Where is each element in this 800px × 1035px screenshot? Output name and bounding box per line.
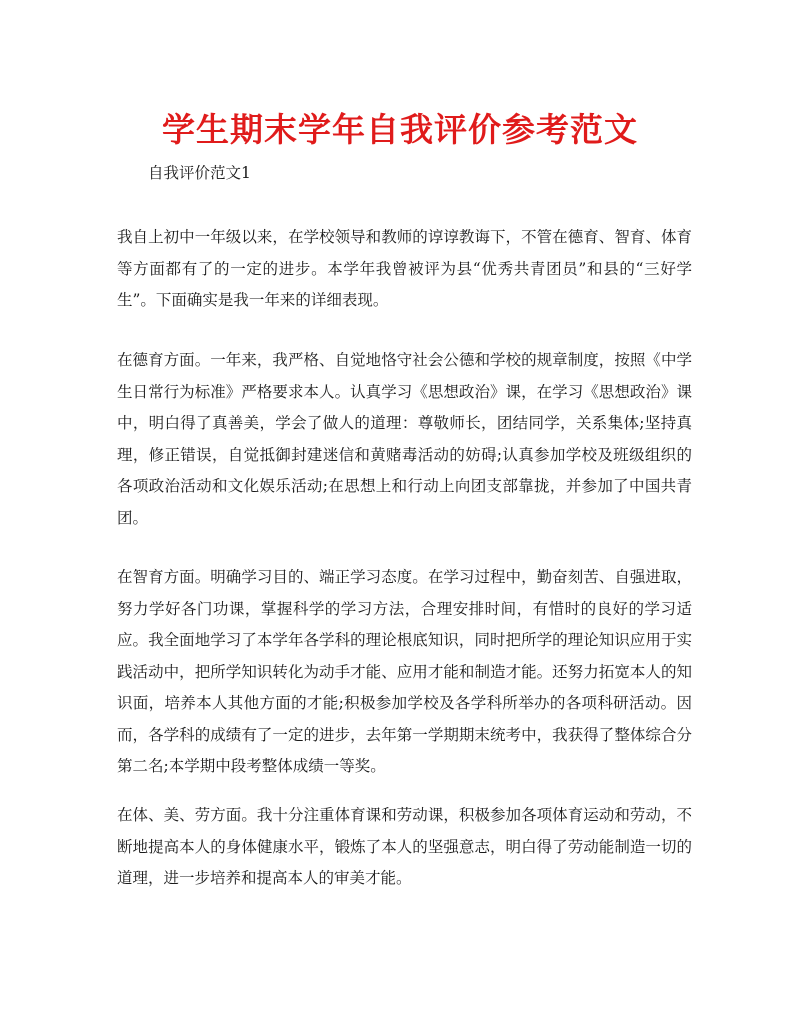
document-title: 学生期末学年自我评价参考范文 bbox=[162, 110, 638, 149]
paragraph-physical-aesthetic-labor: 在体、美、劳方面。我十分注重体育课和劳动课，积极参加各项体育运动和劳动，不断地提高本人的身体健康水平，锻炼了本人的坚强意志，明白得了劳动能制造一切的道理，进一步培养和提高本人的审美才能。 bbox=[117, 806, 692, 887]
paragraph-intro: 我自上初中一年级以来，在学校领导和教师的谆谆教诲下，不管在德育、智育、体育等方面都有了的一定的进步。本学年我曾被评为县“优秀共青团员”和县的“三好学生”。下面确实是我一年来的详细表现。 bbox=[117, 228, 692, 309]
paragraph-intellectual-education: 在智育方面。明确学习目的、端正学习态度。在学习过程中，勤奋刻苦、自强进取，努力学好各门功课，掌握科学的学习方法，合理安排时间，有惜时的良好的学习适应。我全面地学习了本学年各学科的理论根底知识，同时把所学的理论知识应用于实践活动中，把所学知识转化为动手才能、应用才能和制造才能。还努力拓宽本人的知识面，培养本人其他方面的才能;积极参加学校及各学科所举办的各项科研活动。因而，各学科的成绩有了一定的进步，去年第一学期期末统考中，我获得了整体综合分第二名;本学期中段考整体成绩一等奖。 bbox=[117, 568, 692, 775]
paragraph-moral-education: 在德育方面。一年来，我严格、自觉地恪守社会公德和学校的规章制度，按照《中学生日常行为标准》严格要求本人。认真学习《思想政治》课，在学习《思想政治》课中，明白得了真善美，学会了做人的道理：尊敬师长，团结同学，关系集体;坚持真理，修正错误，自觉抵御封建迷信和黄赌毒活动的妨碍;认真参加学校及班级组织的各项政治活动和文化娱乐活动;在思想上和行动上向团支部靠拢，并参加了中国共青团。 bbox=[117, 351, 692, 527]
document-subtitle: 自我评价范文1 bbox=[148, 164, 251, 182]
